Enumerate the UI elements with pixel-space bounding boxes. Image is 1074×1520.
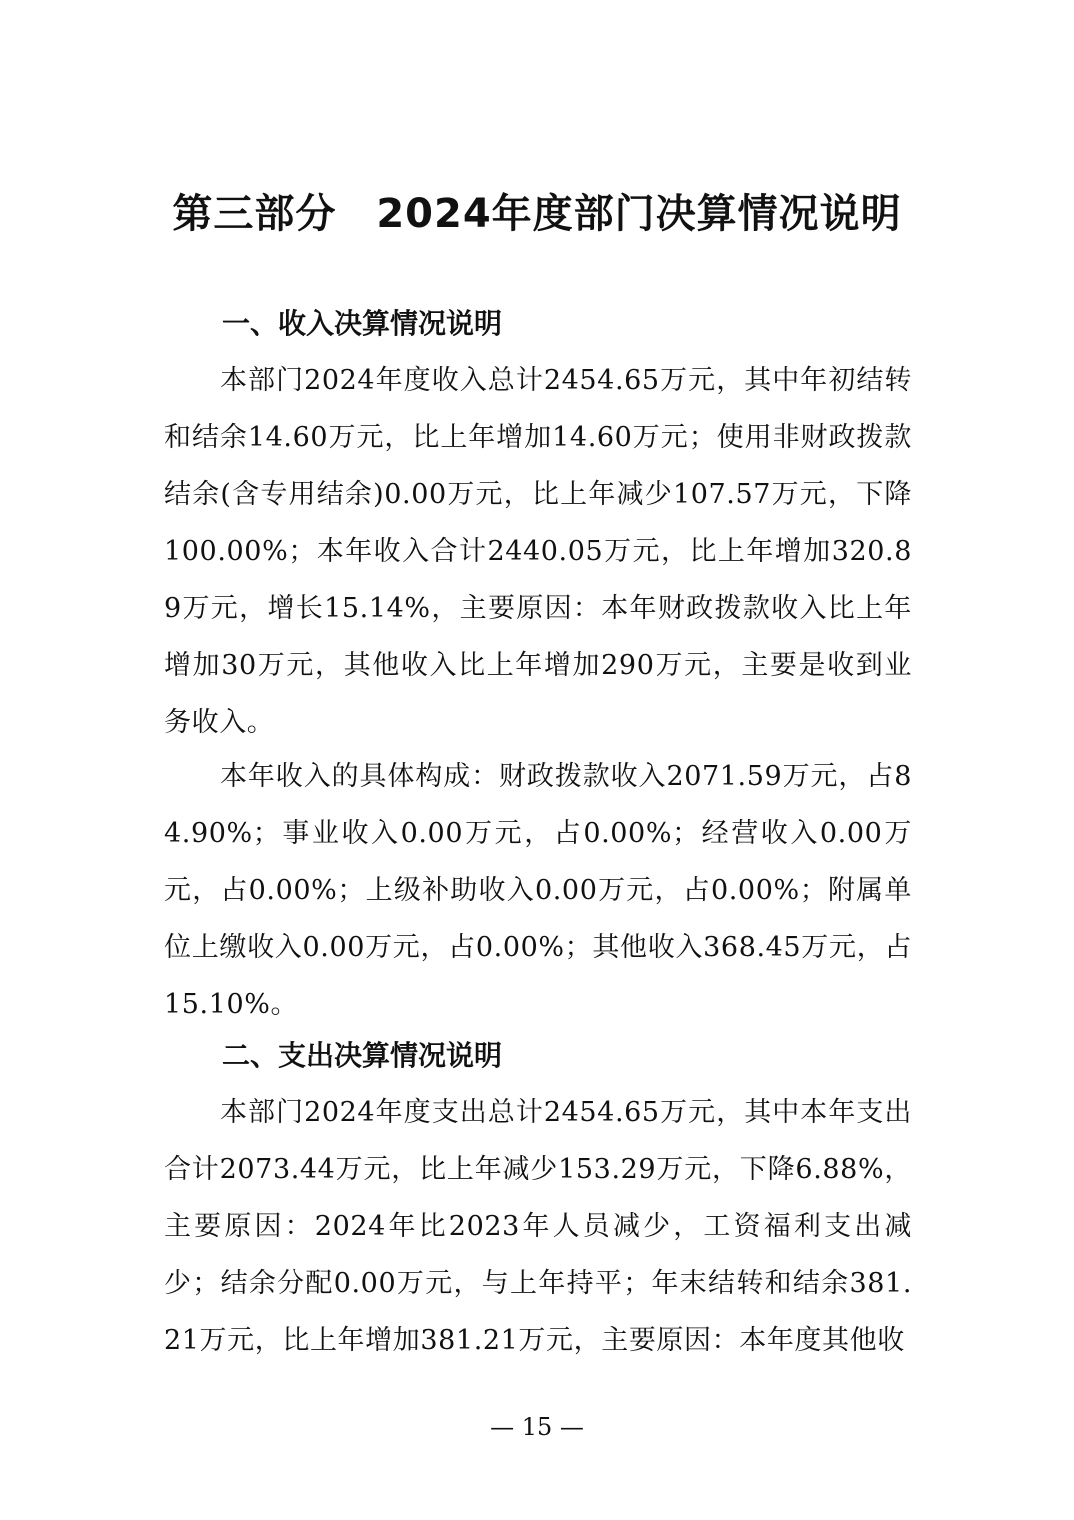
income-summary-paragraph: 本部门2024年度收入总计2454.65万元，其中年初结转和结余14.60万元，比上年增加14.60万元；使用非财政拨款结余(含专用结余)0.00万元，比上年减少107.57万元，下降100.00%；本年收入合计2440.05万元，比上年增加320.89万元，增长15.14%，主要原因：本年财政拨款收入比上年增加30万元，其他收入比上年增加290万元，主要是收到业务收入。: [164, 365, 912, 738]
page-title: [0, 186, 1074, 242]
page-number: — 15 —: [490, 1413, 584, 1441]
title-text: 2024年度部门决算情况说明: [376, 191, 902, 237]
title-part: 第三部分: [172, 191, 337, 237]
income-composition-paragraph: 本年收入的具体构成：财政拨款收入2071.59万元，占84.90%；事业收入0.00万元，占0.00%；经营收入0.00万元，占0.00%；上级补助收入0.00万元，占0.00%；附属单位上缴收入0.00万元，占0.00%；其他收入368.45万元，占15.10%。: [164, 761, 912, 1020]
section-heading-income: 一、收入决算情况说明: [222, 307, 503, 340]
section-heading-expenditure: 二、支出决算情况说明: [222, 1039, 503, 1072]
expenditure-summary-paragraph: 本部门2024年度支出总计2454.65万元，其中本年支出合计2073.44万元，比上年减少153.29万元，下降6.88%，主要原因：2024年比2023年人员减少，工资福利支出减少；结余分配0.00万元，与上年持平；年末结转和结余381.21万元，比上年增加381.21万元，主要原因：本年度其他收: [164, 1097, 912, 1356]
